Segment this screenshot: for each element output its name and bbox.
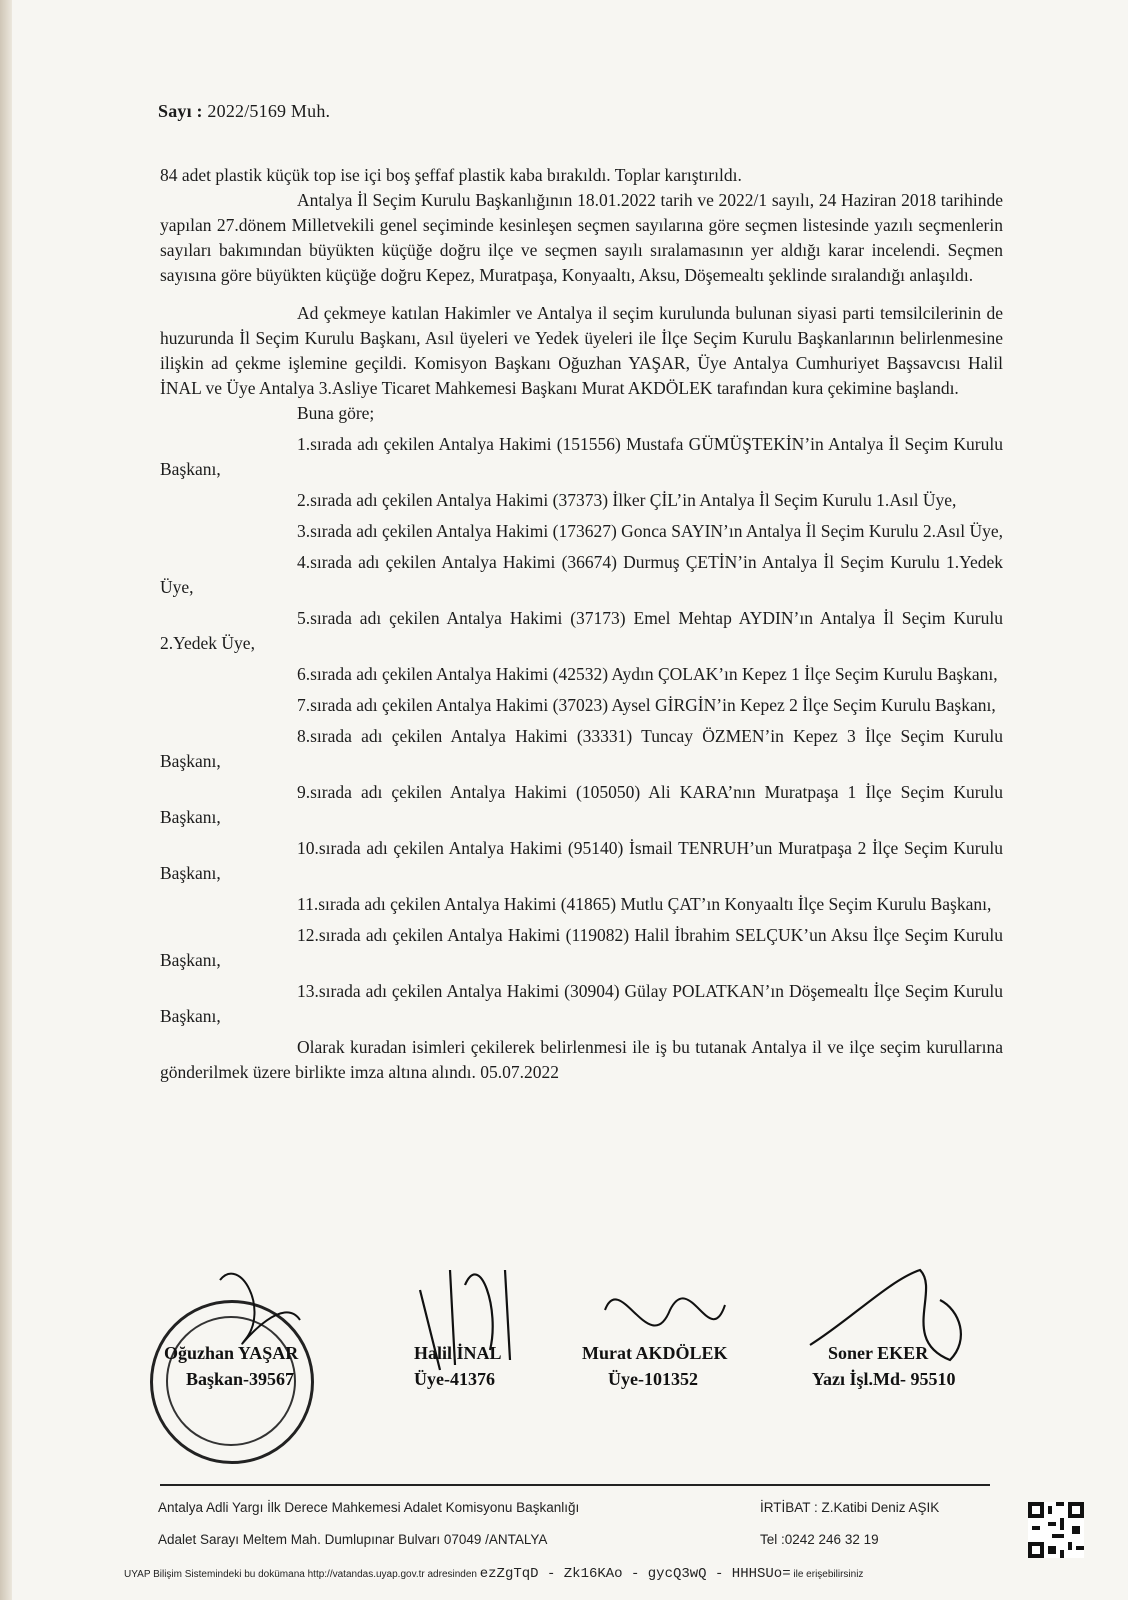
document-body — [160, 163, 1003, 1085]
signer-title: Üye-41376 — [414, 1369, 495, 1389]
institution-address: Adalet Sarayı Meltem Mah. Dumlupınar Bulvarı 07049 /ANTALYA — [158, 1532, 548, 1547]
signer-title: Yazı İşl.Md- 95510 — [812, 1369, 956, 1389]
list-item: 5.sırada adı çekilen Antalya Hakimi (37173) Emel Mehtap AYDIN’ın Antalya İl Seçim Kurulu 2.Yedek Üye, — [160, 608, 1003, 653]
list-item: 1.sırada adı çekilen Antalya Hakimi (151556) Mustafa GÜMÜŞTEKİN’in Antalya İl Seçim Kurulu Başkanı, — [160, 434, 1003, 479]
signature-chairman — [164, 1340, 298, 1392]
footer-divider — [160, 1484, 990, 1486]
list-item: 12.sırada adı çekilen Antalya Hakimi (119082) Halil İbrahim SELÇUK’un Aksu İlçe Seçim Kurulu Başkanı, — [160, 925, 1003, 970]
paragraph-accordingly: Buna göre; — [297, 403, 375, 423]
contact-person: İRTİBAT : Z.Katibi Deniz AŞIK — [760, 1500, 940, 1515]
paragraph-intro: 84 adet plastik küçük top ise içi boş şeffaf plastik kaba bırakıldı. Toplar karıştırıldı. — [160, 165, 742, 185]
list-item: 7.sırada adı çekilen Antalya Hakimi (37023) Aysel GİRGİN’in Kepez 2 İlçe Seçim Kurulu Başkanı, — [297, 695, 996, 715]
uyap-prefix: UYAP Bilişim Sistemindeki bu dokümana http://vatandas.uyap.gov.tr adresinden — [124, 1569, 477, 1580]
signer-name: Soner EKER — [828, 1343, 929, 1363]
qr-code-icon — [1028, 1502, 1084, 1558]
footer-institution — [158, 1492, 579, 1556]
uyap-suffix: ile erişebilirsiniz — [793, 1569, 864, 1580]
paragraph-procedure: Ad çekmeye katılan Hakimler ve Antalya il seçim kurulunda bulunan siyasi parti temsilcilerinin de huzurunda İl Seçim Kurulu Başkanı, Asıl üyeleri ve Yedek üyeleri ile İlçe Seçim Kurulu Başkanlarının belirlenmesine ilişkin ad çekme işlemine geçildi. Komisyon Başkanı Oğuzhan YAŞAR, Üye Antalya Cumhuriyet Başsavcısı Halil İNAL ve Üye Antalya 3.Asliye Ticaret Mahkemesi Başkanı Murat AKDÖLEK tarafından kura çekimine başlandı. — [160, 303, 1003, 398]
list-item: 4.sırada adı çekilen Antalya Hakimi (36674) Durmuş ÇETİN’in Antalya İl Seçim Kurulu 1.Yedek Üye, — [160, 552, 1003, 597]
paragraph-closing: Olarak kuradan isimleri çekilerek belirlenmesi ile iş bu tutanak Antalya il ve ilçe seçim kurullarına gönderilmek üzere birlikte imza altına alındı. 05.07.2022 — [160, 1037, 1003, 1082]
list-item: 8.sırada adı çekilen Antalya Hakimi (33331) Tuncay ÖZMEN’in Kepez 3 İlçe Seçim Kurulu Başkanı, — [160, 726, 1003, 771]
footer-contact — [760, 1492, 939, 1556]
list-item: 13.sırada adı çekilen Antalya Hakimi (30904) Gülay POLATKAN’ın Döşemealtı İlçe Seçim Kurulu Başkanı, — [160, 981, 1003, 1026]
signer-name: Halil İNAL — [414, 1343, 502, 1363]
document-number-label: Sayı : — [158, 101, 203, 121]
list-item: 2.sırada adı çekilen Antalya Hakimi (37373) İlker ÇİL’in Antalya İl Seçim Kurulu 1.Asıl Üye, — [297, 490, 957, 510]
signature-clerk — [812, 1340, 956, 1392]
contact-phone: Tel :0242 246 32 19 — [760, 1532, 879, 1547]
uyap-code: ezZgTqD - Zk16KAo - gycQ3wQ - HHHSUo= — [479, 1566, 791, 1582]
signer-title: Üye-101352 — [608, 1369, 698, 1389]
list-item: 9.sırada adı çekilen Antalya Hakimi (105050) Ali KARA’nın Muratpaşa 1 İlçe Seçim Kurulu Başkanı, — [160, 782, 1003, 827]
list-item: 3.sırada adı çekilen Antalya Hakimi (173627) Gonca SAYIN’ın Antalya İl Seçim Kurulu 2.Asıl Üye, — [297, 521, 1004, 541]
list-item: 6.sırada adı çekilen Antalya Hakimi (42532) Aydın ÇOLAK’ın Kepez 1 İlçe Seçim Kurulu Başkanı, — [297, 664, 998, 684]
signer-title: Başkan-39567 — [186, 1369, 295, 1389]
list-item: 11.sırada adı çekilen Antalya Hakimi (41865) Mutlu ÇAT’ın Konyaaltı İlçe Seçim Kurulu Başkanı, — [297, 894, 992, 914]
uyap-verification-line — [124, 1566, 1014, 1582]
document-number — [158, 101, 330, 122]
signature-member-2 — [582, 1340, 728, 1392]
signer-name: Murat AKDÖLEK — [582, 1343, 728, 1363]
list-item: 10.sırada adı çekilen Antalya Hakimi (95140) İsmail TENRUH’un Muratpaşa 2 İlçe Seçim Kurulu Başkanı, — [160, 838, 1003, 883]
document-number-value: 2022/5169 Muh. — [207, 101, 331, 121]
paragraph-ranking: Antalya İl Seçim Kurulu Başkanlığının 18.01.2022 tarih ve 2022/1 sayılı, 24 Haziran 2018 tarihinde yapılan 27.dönem Milletvekili genel seçiminde kesinleşen seçmen sayılarına göre seçmen listesinde yazılı seçmenlerin sayıları bakımından büyükten küçüğe doğru ilçe ve seçmen sayılı sıralamasının yer aldığı karar incelendi. Seçmen sayısına göre büyükten küçüğe doğru Kepez, Muratpaşa, Konyaaltı, Aksu, Döşemealtı şeklinde sıralandığı anlaşıldı. — [160, 190, 1003, 285]
institution-name: Antalya Adli Yargı İlk Derece Mahkemesi Adalet Komisyonu Başkanlığı — [158, 1500, 580, 1515]
signature-member-1 — [414, 1340, 502, 1392]
signer-name: Oğuzhan YAŞAR — [164, 1343, 299, 1363]
